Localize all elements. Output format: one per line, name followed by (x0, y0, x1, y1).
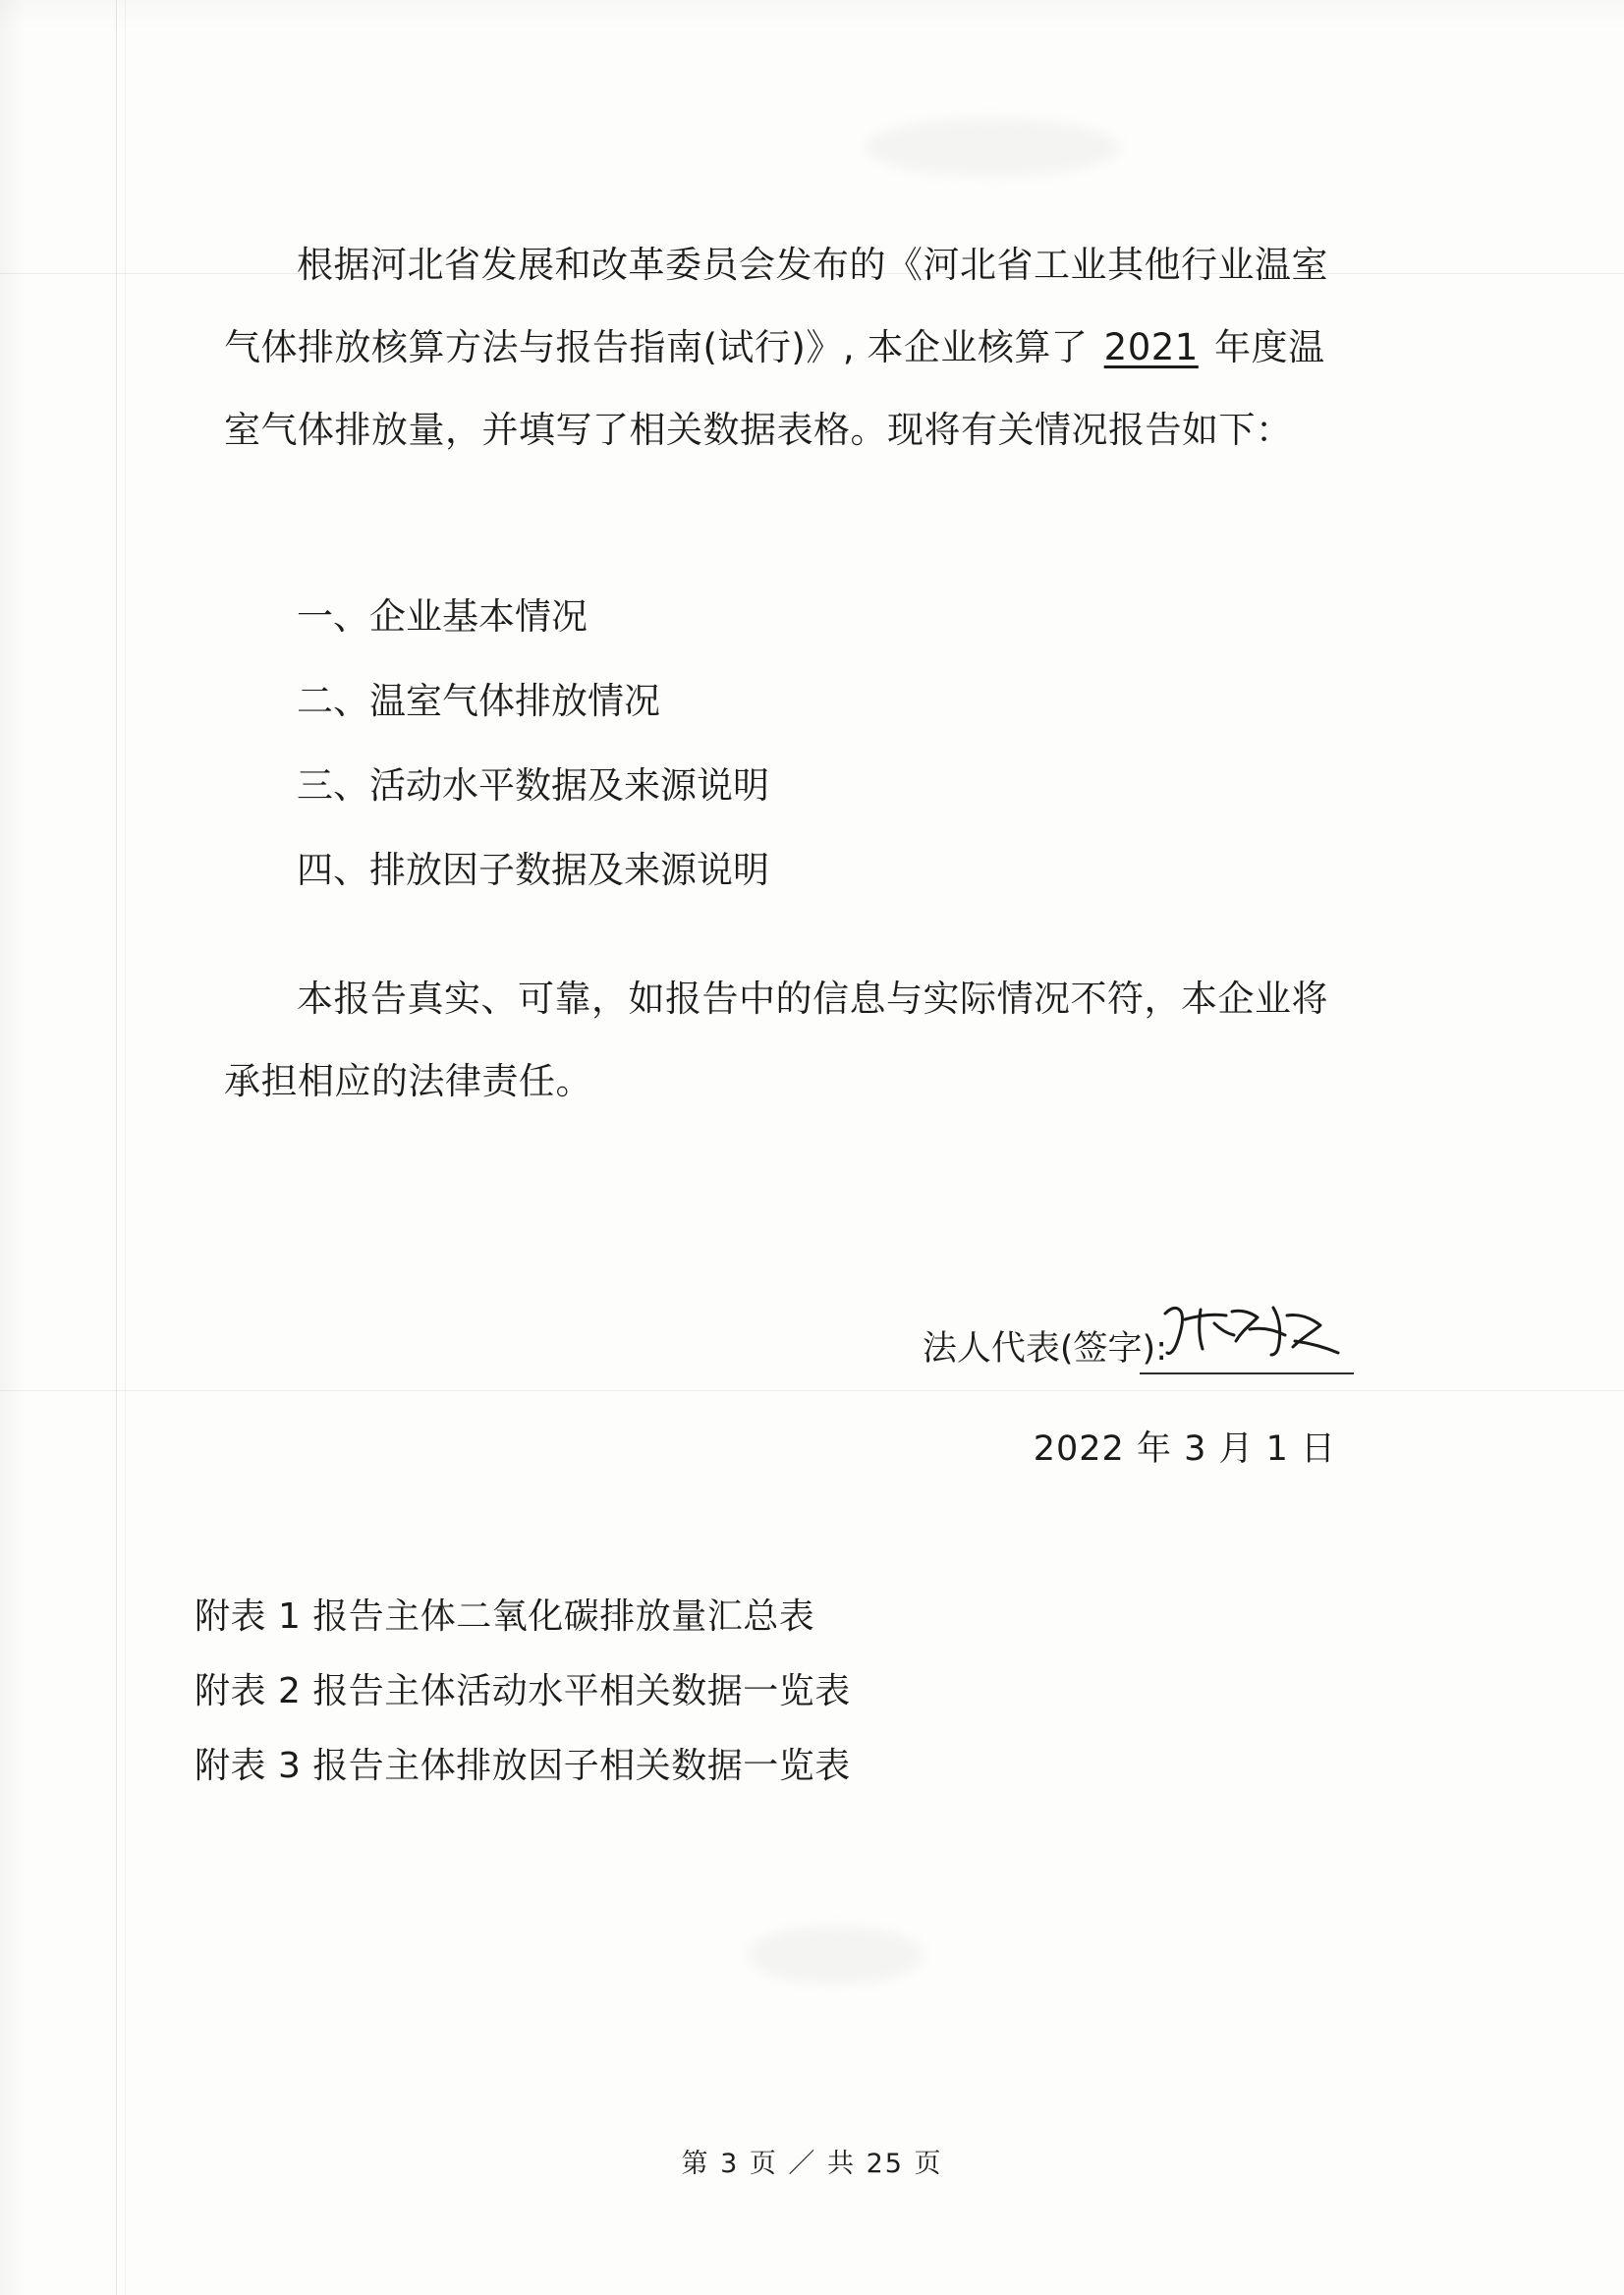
declaration-paragraph: 本报告真实、可靠，如报告中的信息与实际情况不符，本企业将承担相应的法律责任。 (224, 978, 1328, 1102)
intro-lead-text: 根据河北省发展和改革委员会发布的《河北省工业其他行业温室气体排放核算方法与报告指南(试行)》, 本企业核算了 (224, 244, 1328, 368)
section-list-item-2: 二、温室气体排放情况 (297, 680, 660, 722)
signature-date: 2022 年 3 月 1 日 (1033, 1429, 1336, 1469)
document-body (195, 0, 1393, 2295)
signature-underline (1140, 1372, 1354, 1374)
signature-label: 法人代表(签字): (922, 1329, 1167, 1369)
section-list-item-3: 三、活动水平数据及来源说明 (297, 764, 769, 807)
section-list-item-1: 一、企业基本情况 (297, 595, 588, 638)
signature-line (224, 1321, 1354, 1371)
attachment-item-2: 附表 2 报告主体活动水平相关数据一览表 (195, 1671, 851, 1711)
reporting-year-value: 2021 (1103, 326, 1199, 368)
handwritten-signature-icon (1155, 1296, 1352, 1365)
attachment-item-1: 附表 1 报告主体二氧化碳排放量汇总表 (195, 1596, 815, 1637)
section-list (224, 575, 1206, 913)
page-fold-line (116, 0, 117, 2295)
signature-block (224, 1321, 1354, 1471)
intro-paragraph (224, 224, 1334, 472)
attachment-item-3: 附表 3 报告主体排放因子相关数据一览表 (195, 1746, 851, 1786)
attachment-list (195, 1580, 1324, 1804)
page-fold-line-secondary (125, 0, 126, 2295)
page-footer: 第 3 页 ／ 共 25 页 (681, 2149, 943, 2179)
intro-tail-text: 年度温室气体排放量，并填写了相关数据表格。现将有关情况报告如下： (224, 326, 1325, 451)
section-list-item-4: 四、排放因子数据及来源说明 (297, 849, 769, 891)
